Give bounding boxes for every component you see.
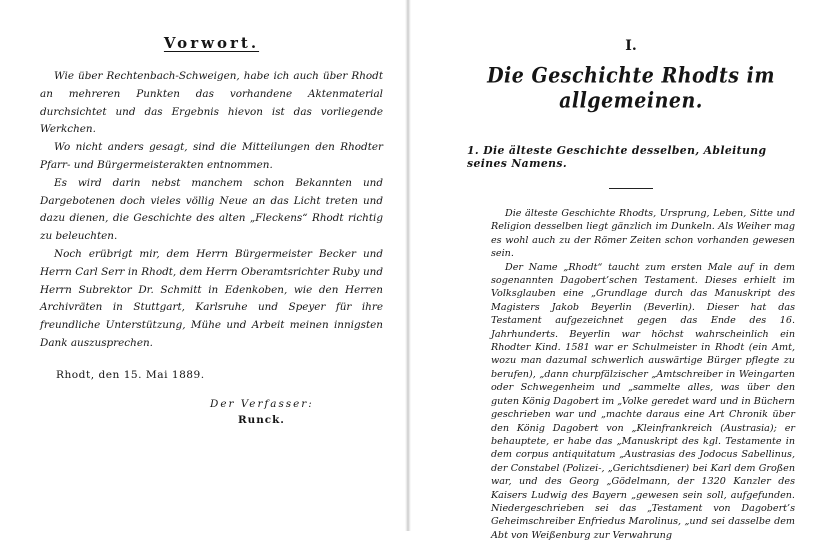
- signature-name: Runck.: [238, 413, 285, 426]
- chapter-body: [467, 207, 795, 542]
- chapter-number: I.: [625, 38, 637, 54]
- preface-paragraph-4: Noch erübrigt mir, dem Herrn Bürgermeister Becker und Herrn Carl Serr in Rhodt, dem Herrn Oberamtsrichter Ruby und Herrn Subrektor Dr. Schmitt in Edenkoben, wie den Herren Archivräten in Stuttgart, Karlsruhe und Speyer für ihre freundliche Unterstützung, Mühe und Arbeit meinen innigsten Dank auszusprechen.: [40, 247, 383, 349]
- section-title: 1. Die älteste Geschichte desselben, Ableitung seines Namens.: [467, 144, 767, 170]
- signature-label: Der Verfasser:: [210, 397, 314, 410]
- preface-paragraph-2: Wo nicht anders gesagt, sind die Mitteilungen den Rhodter Pfarr- und Bürgermeisterakten entnommen.: [40, 141, 383, 171]
- preface-paragraph-1: Wie über Rechtenbach-Schweigen, habe ich auch über Rhodt an mehreren Punkten das vorhandene Aktenmaterial durchsichtet und das Ergebnis hievon ist das vorliegende Werkchen.: [40, 70, 383, 136]
- right-page: [411, 0, 813, 541]
- chapter-title: Die Geschichte Rhodts im allgemeinen.: [487, 62, 775, 114]
- preface-body: [40, 68, 383, 353]
- chapter-paragraph-1: Die älteste Geschichte Rhodts, Ursprung, Leben, Sitte und Religion desselben liegt gänzlich im Dunkeln. Als Weiher mag es wohl auch zu der Römer Zeiten schon vorhanden gewesen sein.: [491, 208, 795, 260]
- left-page: [0, 0, 405, 531]
- preface-date: Rhodt, den 15. Mai 1889.: [56, 368, 205, 381]
- section-divider: [609, 188, 653, 189]
- preface-paragraph-3: Es wird darin nebst manchem schon Bekannten und Dargebotenen doch vieles völlig Neue an das Licht treten und dazu dienen, die Geschichte des alten „Fleckens“ Rhodt richtig zu beleuchten.: [40, 176, 383, 243]
- chapter-paragraph-2: Der Name „Rhodt“ taucht zum ersten Male auf in dem sogenannten Dagobert’schen Testament. Dieses erhielt im Volksglauben eine „Grundlage durch das Manuskript des Magisters Jakob Beyerlin (Beverlin). Dieser hat das Testament aufgezeichnet gegen das Ende des 16. Jahrhunderts. Beyerlin war höchst wahrscheinlich ein Rhodter Kind. 1581 war er Schulmeister in Rhodt (ein Amt, wozu man dazumal schwerlich auswärtige Bürger pflegte zu berufen), „dann churpfälzischer „Amtschreiber in Weingarten oder Schwegenheim und „sammelte alles, was über den guten König Dagobert im „Volke geredet ward und in Büchern geschrieben war und „machte daraus eine Art Chronik über den König Dagobert von „Kleinfrankreich (Austrasia); er behauptete, er habe das „Manuskript des kgl. Testamente in dem corpus antiquitatum „Austrasias des Jodocus Sabellinus, der Constabel (Polizei-, „Gerichtsdiener) bei Karl dem Großen war, und des Georg „Gödelmann, der 1320 Kanzler des Kaisers Ludwig des Bayern „gewesen sein soll, aufgefunden. Niedergeschrieben sei das „Testament von Dagobert’s Geheimschreiber Enfriedus Marolinus, „und sei dasselbe dem Abt von Weißenburg zur Verwahrung: [491, 261, 795, 541]
- preface-heading: Vorwort.: [163, 34, 260, 52]
- signature-block: [210, 396, 383, 428]
